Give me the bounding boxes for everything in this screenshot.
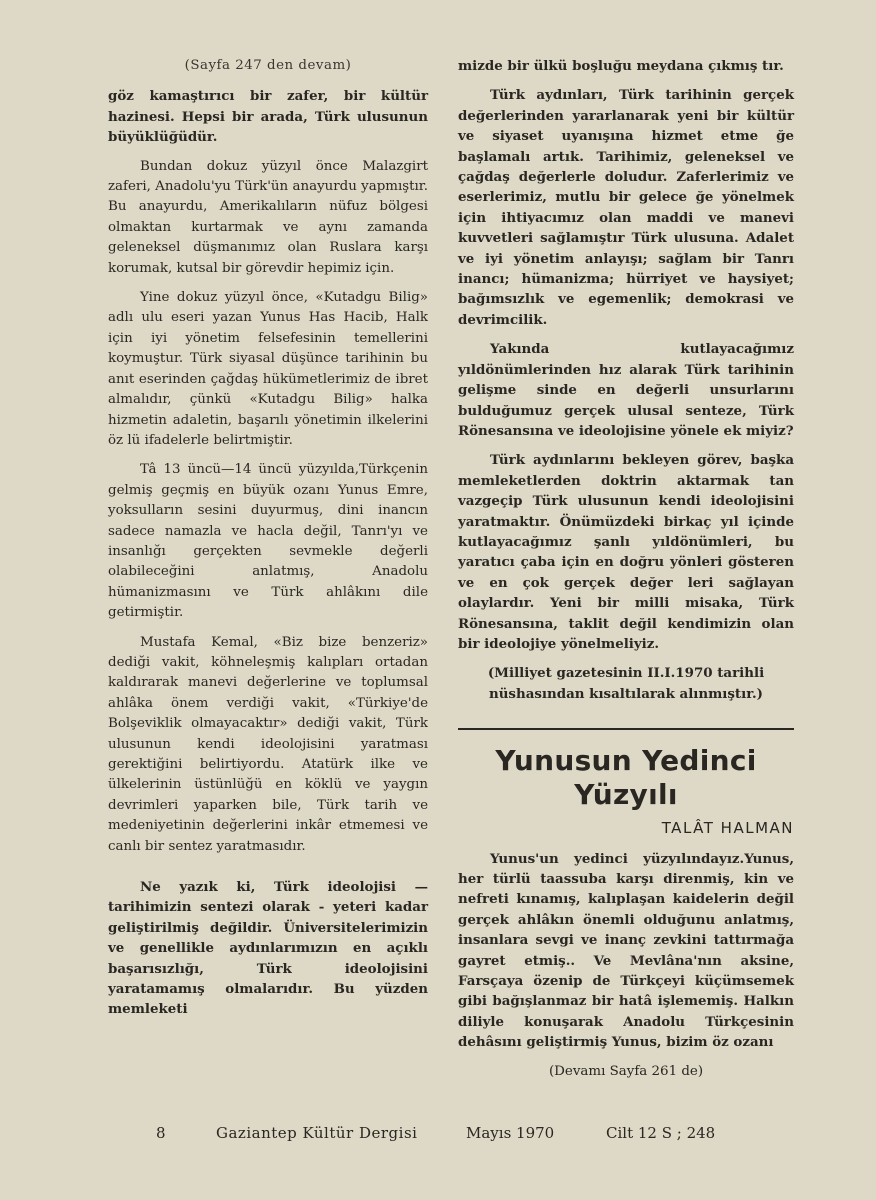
body-paragraph: Yunus'un yedinci yüzyılındayız.Yunus, her türlü taassuba karşı direnmiş, kin ve nefreti kınamış, kalıplaşan kaidelerin değil gerçek ahlâkın önemli olduğunu anlatmış, insanlara sevgi ve inanç zevkini tattırmağa gayret etmiş.. Ve Mevlâna'nın aksine, Farsçaya özenip de Türkçeyi küçümsemek gibi bağışlanmaz bir hatâ işlememiş. Halkın diliyle konuşarak Anadolu Türkçesinin dehâsını geliştirmiş Yunus, bizim öz ozanı <box>458 850 794 1051</box>
continued-from-note: (Sayfa 247 den devam) <box>184 58 352 73</box>
body-paragraph: Ne yazık ki, Türk ideolojisi — tarihimizin sentezi olarak - yeteri kadar geliştirilmiş değildir. Üniversitelerimizin ve genellikle aydınlarımızın en açıklı başarısızlığı, Türk ideolojisini yaratamamış olmalarıdır. Bu yüzden memleketi <box>108 879 428 1018</box>
page-number: 8 <box>156 1124 166 1142</box>
source-note: (Milliyet gazetesinin II.I.1970 tarihli nüshasından kısaltılarak alınmıştır.) <box>487 665 765 702</box>
right-column <box>458 56 794 1091</box>
body-paragraph: Türk aydınları, Türk tarihinin gerçek değerlerinden yararlanarak yeni bir kültür ve siyaset uyanışına hizmet etme ğe başlamalı artık. Tarihimiz, geleneksel ve çağdaş değerlerle doludur. Zaferlerimiz ve eserlerimiz, mutlu bir gelece ğe yönelmek için ihtiyacımız olan maddi ve manevi kuvvetleri sağlamıştır Türk ulusuna. Adalet ve iyi yönetim anlayışı; sağlam bir Tanrı inancı; hümanizma; hürriyet ve haysiyet; bağımsızlık ve egemenlik; demokrasi ve devrimcilik. <box>458 87 794 328</box>
section-divider <box>458 728 794 730</box>
body-paragraph: Türk aydınlarını bekleyen görev, başka memleketlerden doktrin aktarmak tan vazgeçip Türk ulusunun kendi ideolojisini yaratmaktır. Önümüzdeki birkaç yıl içinde kutlayacağımız şanlı yıldönümleri, bu yaratıcı çaba için en doğru yönleri gösteren ve en çok gerçek değer leri sağlayan olaylardır. Yeni bir milli misaka, Türk Rönesansına, taklit değil kendimizin olan bir ideolojiye yönelmeliyiz. <box>458 452 794 652</box>
journal-name: Gaziantep Kültür Dergisi <box>216 1124 418 1142</box>
body-paragraph: Tâ 13 üncü—14 üncü yüzyılda,Türkçenin gelmiş geçmiş en büyük ozanı Yunus Emre, yoksulların sesini duyurmuş, dini inancın sadece namazla ve hacla değil, Tanrı'yı ve insanlığı gerçekten sevmekle değerli olabileceğini anlatmış, Anadolu hümanizmasını ve Türk ahlâkını dile getirmiştir. <box>108 462 428 621</box>
issue-date: Mayıs 1970 <box>466 1124 555 1142</box>
body-paragraph: göz kamaştırıcı bir zafer, bir kültür hazinesi. Hepsi bir arada, Türk ulusunun büyüklüğüdür. <box>108 88 428 146</box>
body-paragraph: Bundan dokuz yüzyıl önce Malazgirt zaferi, Anadolu'yu Türk'ün anayurdu yapmıştır. Bu anayurdu, Amerikalıların nüfuz bölgesi olmaktan kurtarmak ve aynı zamanda geleneksel düşmanımız olan Ruslara karşı korumak, kutsal bir görevdir hepimiz için. <box>108 158 428 276</box>
body-paragraph: Mustafa Kemal, «Biz bize benzeriz» dediği vakit, köhneleşmiş kalıpları ortadan kaldırarak manevi değerlerine ve toplumsal ahlâka önem verdiği vakit, «Türkiye'de Bolşeviklik olmayacaktır» dediği vakit, Türk ulusunun kendi ideolojisini yaratması gerektiğini belirtiyordu. Atatürk ilke ve ülkelerinin üstünlüğü en köklü ve yaygın devrimleri yaparken bile, Türk tarih ve medeniyetinin değerlerini inkâr etmemesi ve canlı bir sentez yaratmasıdır. <box>108 634 428 854</box>
body-paragraph: Yine dokuz yüzyıl önce, «Kutadgu Bilig» adlı ulu eseri yazan Yunus Has Hacib, Halk için iyi yönetim felsefesinin temellerini koymuştur. Türk siyasal düşünce tarihinin bu anıt eserinden çağdaş hükümetlerimiz de ibret almalıdır, çünkü «Kutadgu Bilig» halka hizmetin adaletin, başarılı yönetimin ilkelerini öz lü ifadelerle belirtmiştir. <box>108 290 428 448</box>
body-paragraph: Yakında kutlayacağımız yıldönümlerinden hız alarak Türk tarihinin gelişme sinde en değerli unsurlarını bulduğumuz gerçek ulusal senteze, Türk Rönesansına ve ideolojisine yönele ek miyiz? <box>458 341 794 439</box>
left-column <box>108 56 428 1029</box>
body-paragraph: mizde bir ülkü boşluğu meydana çıkmış tır. <box>458 58 784 74</box>
continued-to-note: (Devamı Sayfa 261 de) <box>548 1063 704 1079</box>
article-title: Yunusun Yedinci Yüzyılı <box>495 744 757 812</box>
volume-issue: Cilt 12 S ; 248 <box>606 1124 716 1142</box>
article-author: TALÂT HALMAN <box>661 819 794 838</box>
